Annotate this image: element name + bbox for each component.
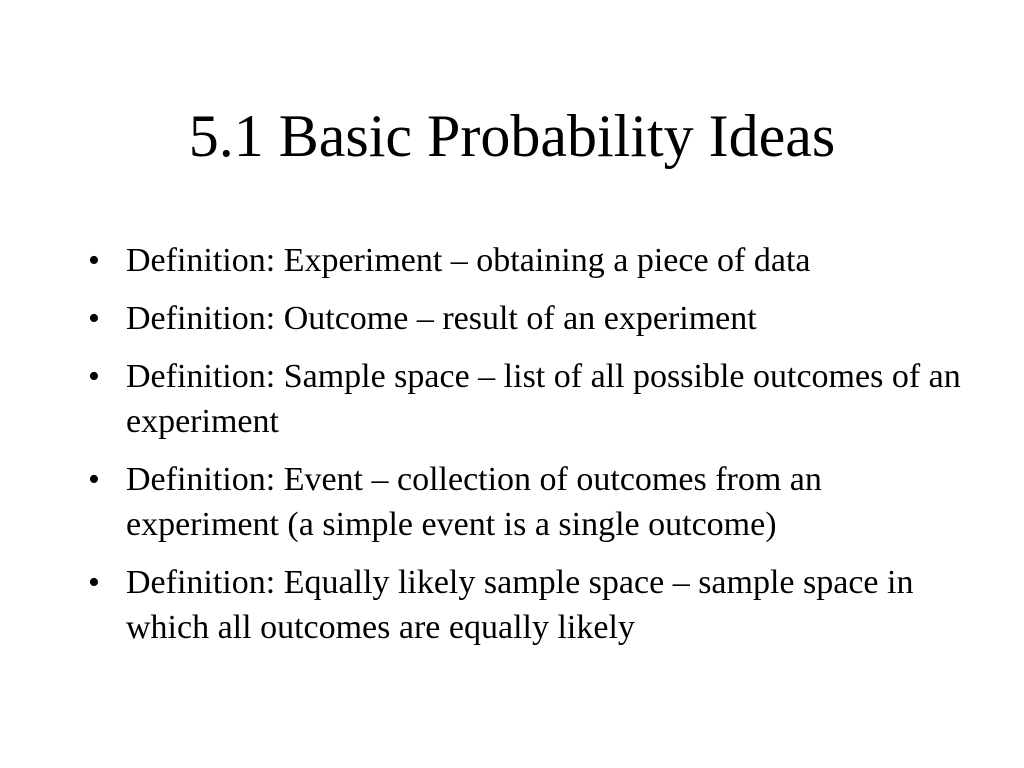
- bullet-text: Definition: Equally likely sample space – sample space in which all outcomes are equally likely: [126, 564, 914, 646]
- bullet-item: [84, 238, 964, 283]
- bullet-icon: •: [88, 564, 100, 601]
- bullet-item: [84, 560, 964, 650]
- bullet-item: [84, 296, 964, 341]
- bullet-icon: •: [88, 461, 100, 498]
- bullet-list: [84, 238, 964, 663]
- bullet-icon: •: [88, 358, 100, 395]
- bullet-item: [84, 354, 964, 444]
- bullet-icon: •: [88, 300, 100, 337]
- bullet-item: [84, 457, 964, 547]
- bullet-text: Definition: Sample space – list of all possible outcomes of an experiment: [126, 358, 961, 440]
- bullet-text: Definition: Event – collection of outcomes from an experiment (a simple event is a single outcome): [126, 461, 822, 543]
- slide-title: 5.1 Basic Probability Ideas: [188, 103, 836, 169]
- bullet-text: Definition: Experiment – obtaining a piece of data: [126, 242, 811, 279]
- bullet-icon: •: [88, 242, 100, 279]
- bullet-text: Definition: Outcome – result of an experiment: [126, 300, 757, 337]
